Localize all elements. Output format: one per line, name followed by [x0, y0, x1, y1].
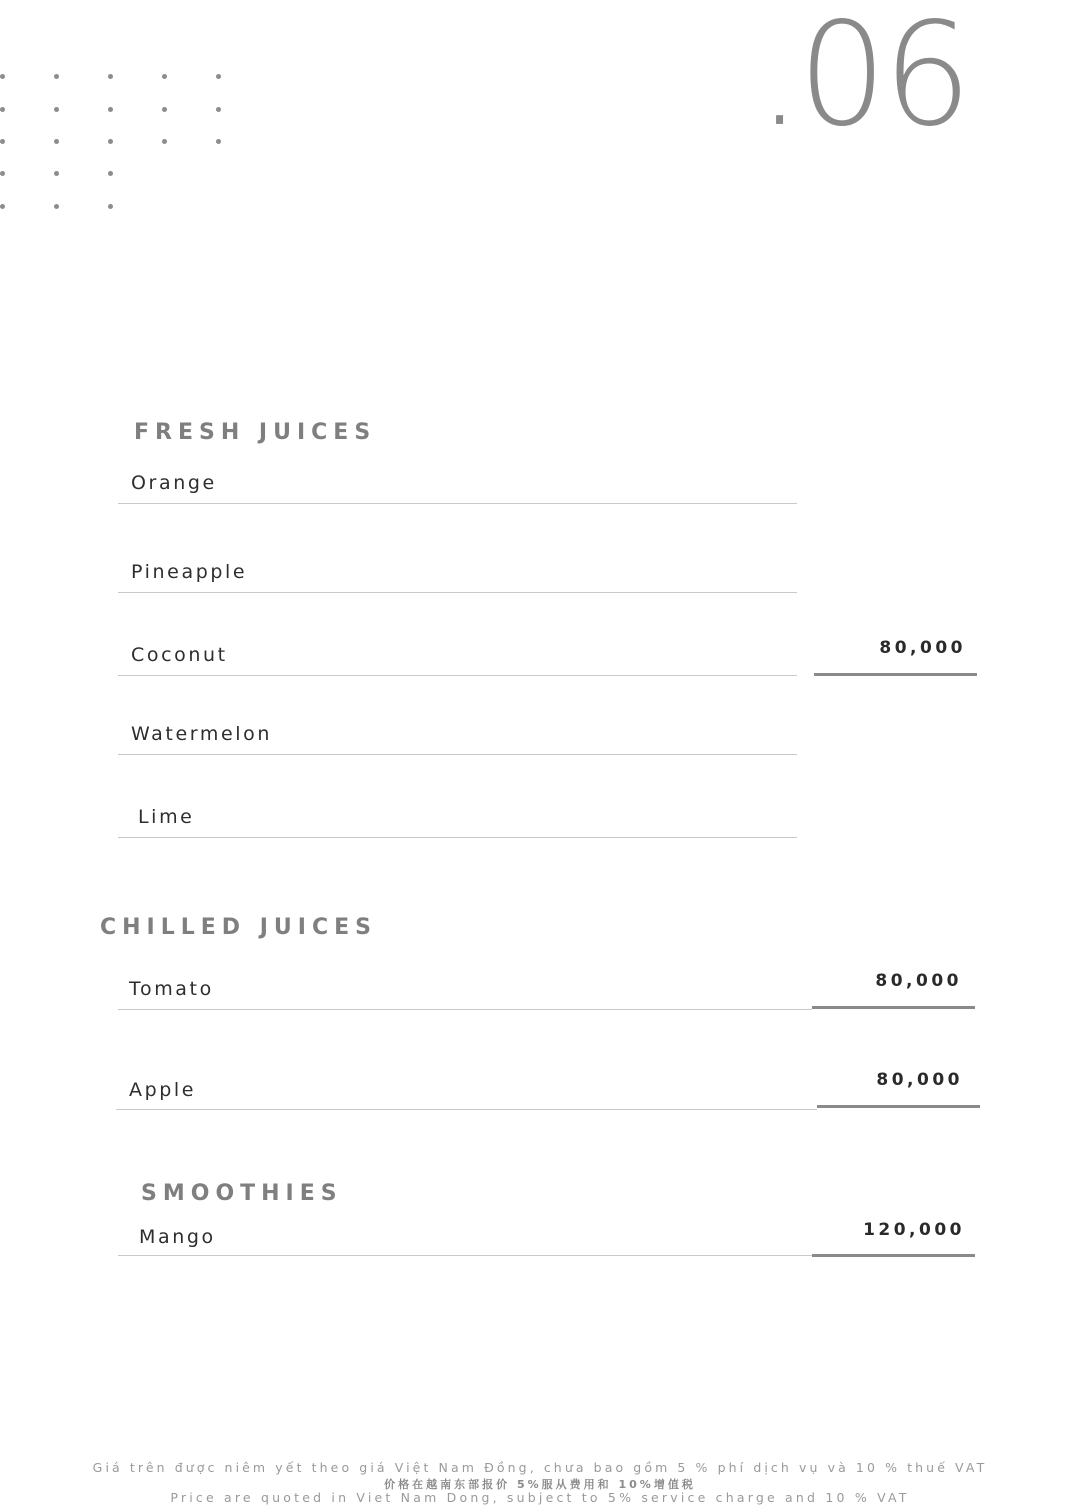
decorative-dot-grid — [0, 0, 240, 220]
price-underline — [812, 1006, 975, 1009]
menu-item-watermelon: Watermelon — [131, 723, 272, 745]
item-divider — [118, 592, 797, 593]
dot — [162, 107, 167, 112]
dot — [0, 171, 5, 176]
dot — [0, 204, 5, 209]
menu-item-apple: Apple — [129, 1079, 197, 1101]
item-divider — [118, 675, 797, 676]
dot — [108, 204, 113, 209]
dot — [0, 107, 5, 112]
dot — [54, 171, 59, 176]
dot — [216, 139, 221, 144]
section-title-fresh-juices: FRESH JUICES — [134, 420, 377, 445]
dot — [216, 107, 221, 112]
price-fresh-juices: 80,000 — [879, 638, 966, 658]
price-mango: 120,000 — [863, 1220, 965, 1240]
dot — [0, 139, 5, 144]
footer-note-english: Price are quoted in Viet Nam Dong, subject to 5% service charge and 10 % VAT — [170, 1490, 910, 1505]
dot — [54, 107, 59, 112]
dot — [0, 74, 5, 79]
page-number: .06 — [757, 0, 968, 159]
price-apple: 80,000 — [876, 1070, 963, 1090]
dot — [162, 139, 167, 144]
menu-item-orange: Orange — [131, 472, 217, 494]
item-divider — [118, 754, 797, 755]
dot — [108, 139, 113, 144]
item-divider — [118, 1255, 812, 1256]
price-underline — [812, 1254, 975, 1257]
footer-note-vietnamese: Giá trên được niêm yết theo giá Việt Nam Đồng, chưa bao gồm 5 % phí dịch vụ và 10 % thuế VAT — [92, 1460, 988, 1475]
menu-item-coconut: Coconut — [131, 644, 228, 666]
price-underline — [817, 1105, 980, 1108]
menu-item-tomato: Tomato — [129, 978, 214, 1000]
dot — [108, 74, 113, 79]
dot — [162, 74, 167, 79]
dot — [54, 139, 59, 144]
dot — [108, 107, 113, 112]
dot — [54, 204, 59, 209]
section-title-chilled-juices: CHILLED JUICES — [100, 915, 377, 940]
dot — [216, 74, 221, 79]
menu-item-mango: Mango — [139, 1226, 216, 1248]
menu-item-pineapple: Pineapple — [131, 561, 248, 583]
item-divider — [118, 837, 797, 838]
dot — [54, 74, 59, 79]
dot — [108, 171, 113, 176]
footer-note-chinese: 价格在越南东部报价 5%服从费用和 10%增值税 — [384, 1478, 696, 1491]
price-underline — [814, 673, 977, 676]
item-divider — [118, 503, 797, 504]
section-title-smoothies: SMOOTHIES — [141, 1181, 343, 1206]
price-tomato: 80,000 — [875, 971, 962, 991]
item-divider — [118, 1009, 812, 1010]
menu-item-lime: Lime — [138, 806, 195, 828]
item-divider — [116, 1109, 817, 1110]
